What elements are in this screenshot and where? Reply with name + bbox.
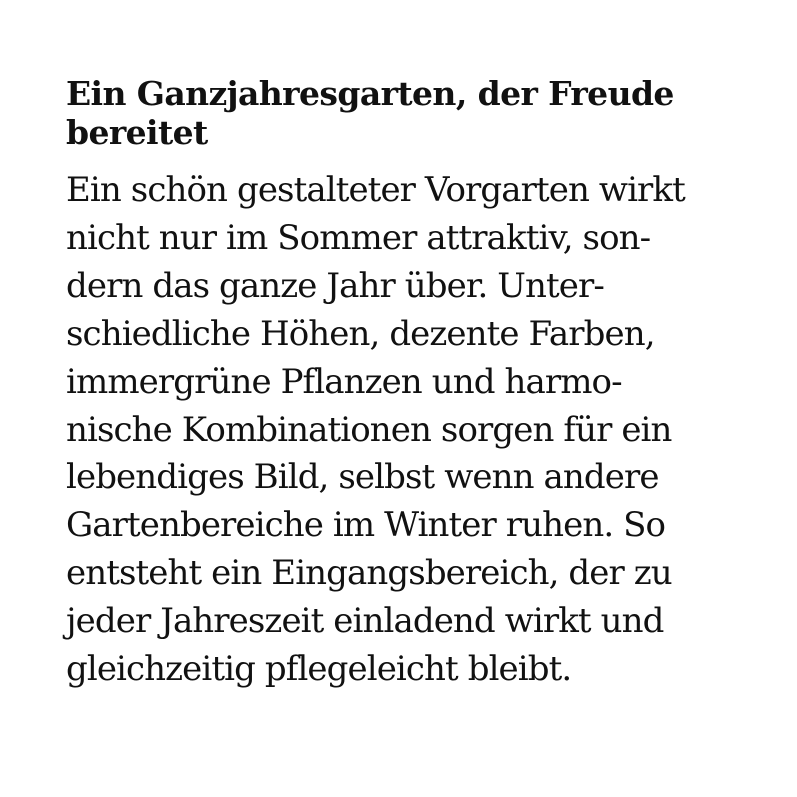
body-line: immergrüne Pflanzen und harmo- (66, 361, 622, 402)
body-line: gleichzeitig pflegeleicht bleibt. (66, 649, 572, 690)
body-line: nicht nur im Sommer attraktiv, son- (66, 217, 651, 258)
body-line: entsteht ein Eingangsbereich, der zu (66, 553, 672, 594)
body-line: lebendiges Bild, selbst wenn andere (66, 457, 659, 498)
body-line: schiedliche Höhen, dezente Farben, (66, 313, 655, 354)
body-line: Ein schön gestalteter Vorgarten wirkt (66, 170, 685, 210)
body-line: dern das ganze Jahr über. Unter- (66, 265, 604, 306)
heading-line: Ein Ganzjahresgarten, der Freude (66, 74, 674, 113)
body-line: Gartenbereiche im Winter ruhen. So (66, 505, 666, 546)
article-heading (66, 74, 746, 152)
article-body (66, 167, 746, 694)
article-card (66, 74, 746, 694)
heading-line: bereitet (66, 113, 208, 152)
body-line: jeder Jahreszeit einladend wirkt und (66, 601, 664, 642)
body-line: nische Kombinationen sorgen für ein (66, 409, 672, 450)
